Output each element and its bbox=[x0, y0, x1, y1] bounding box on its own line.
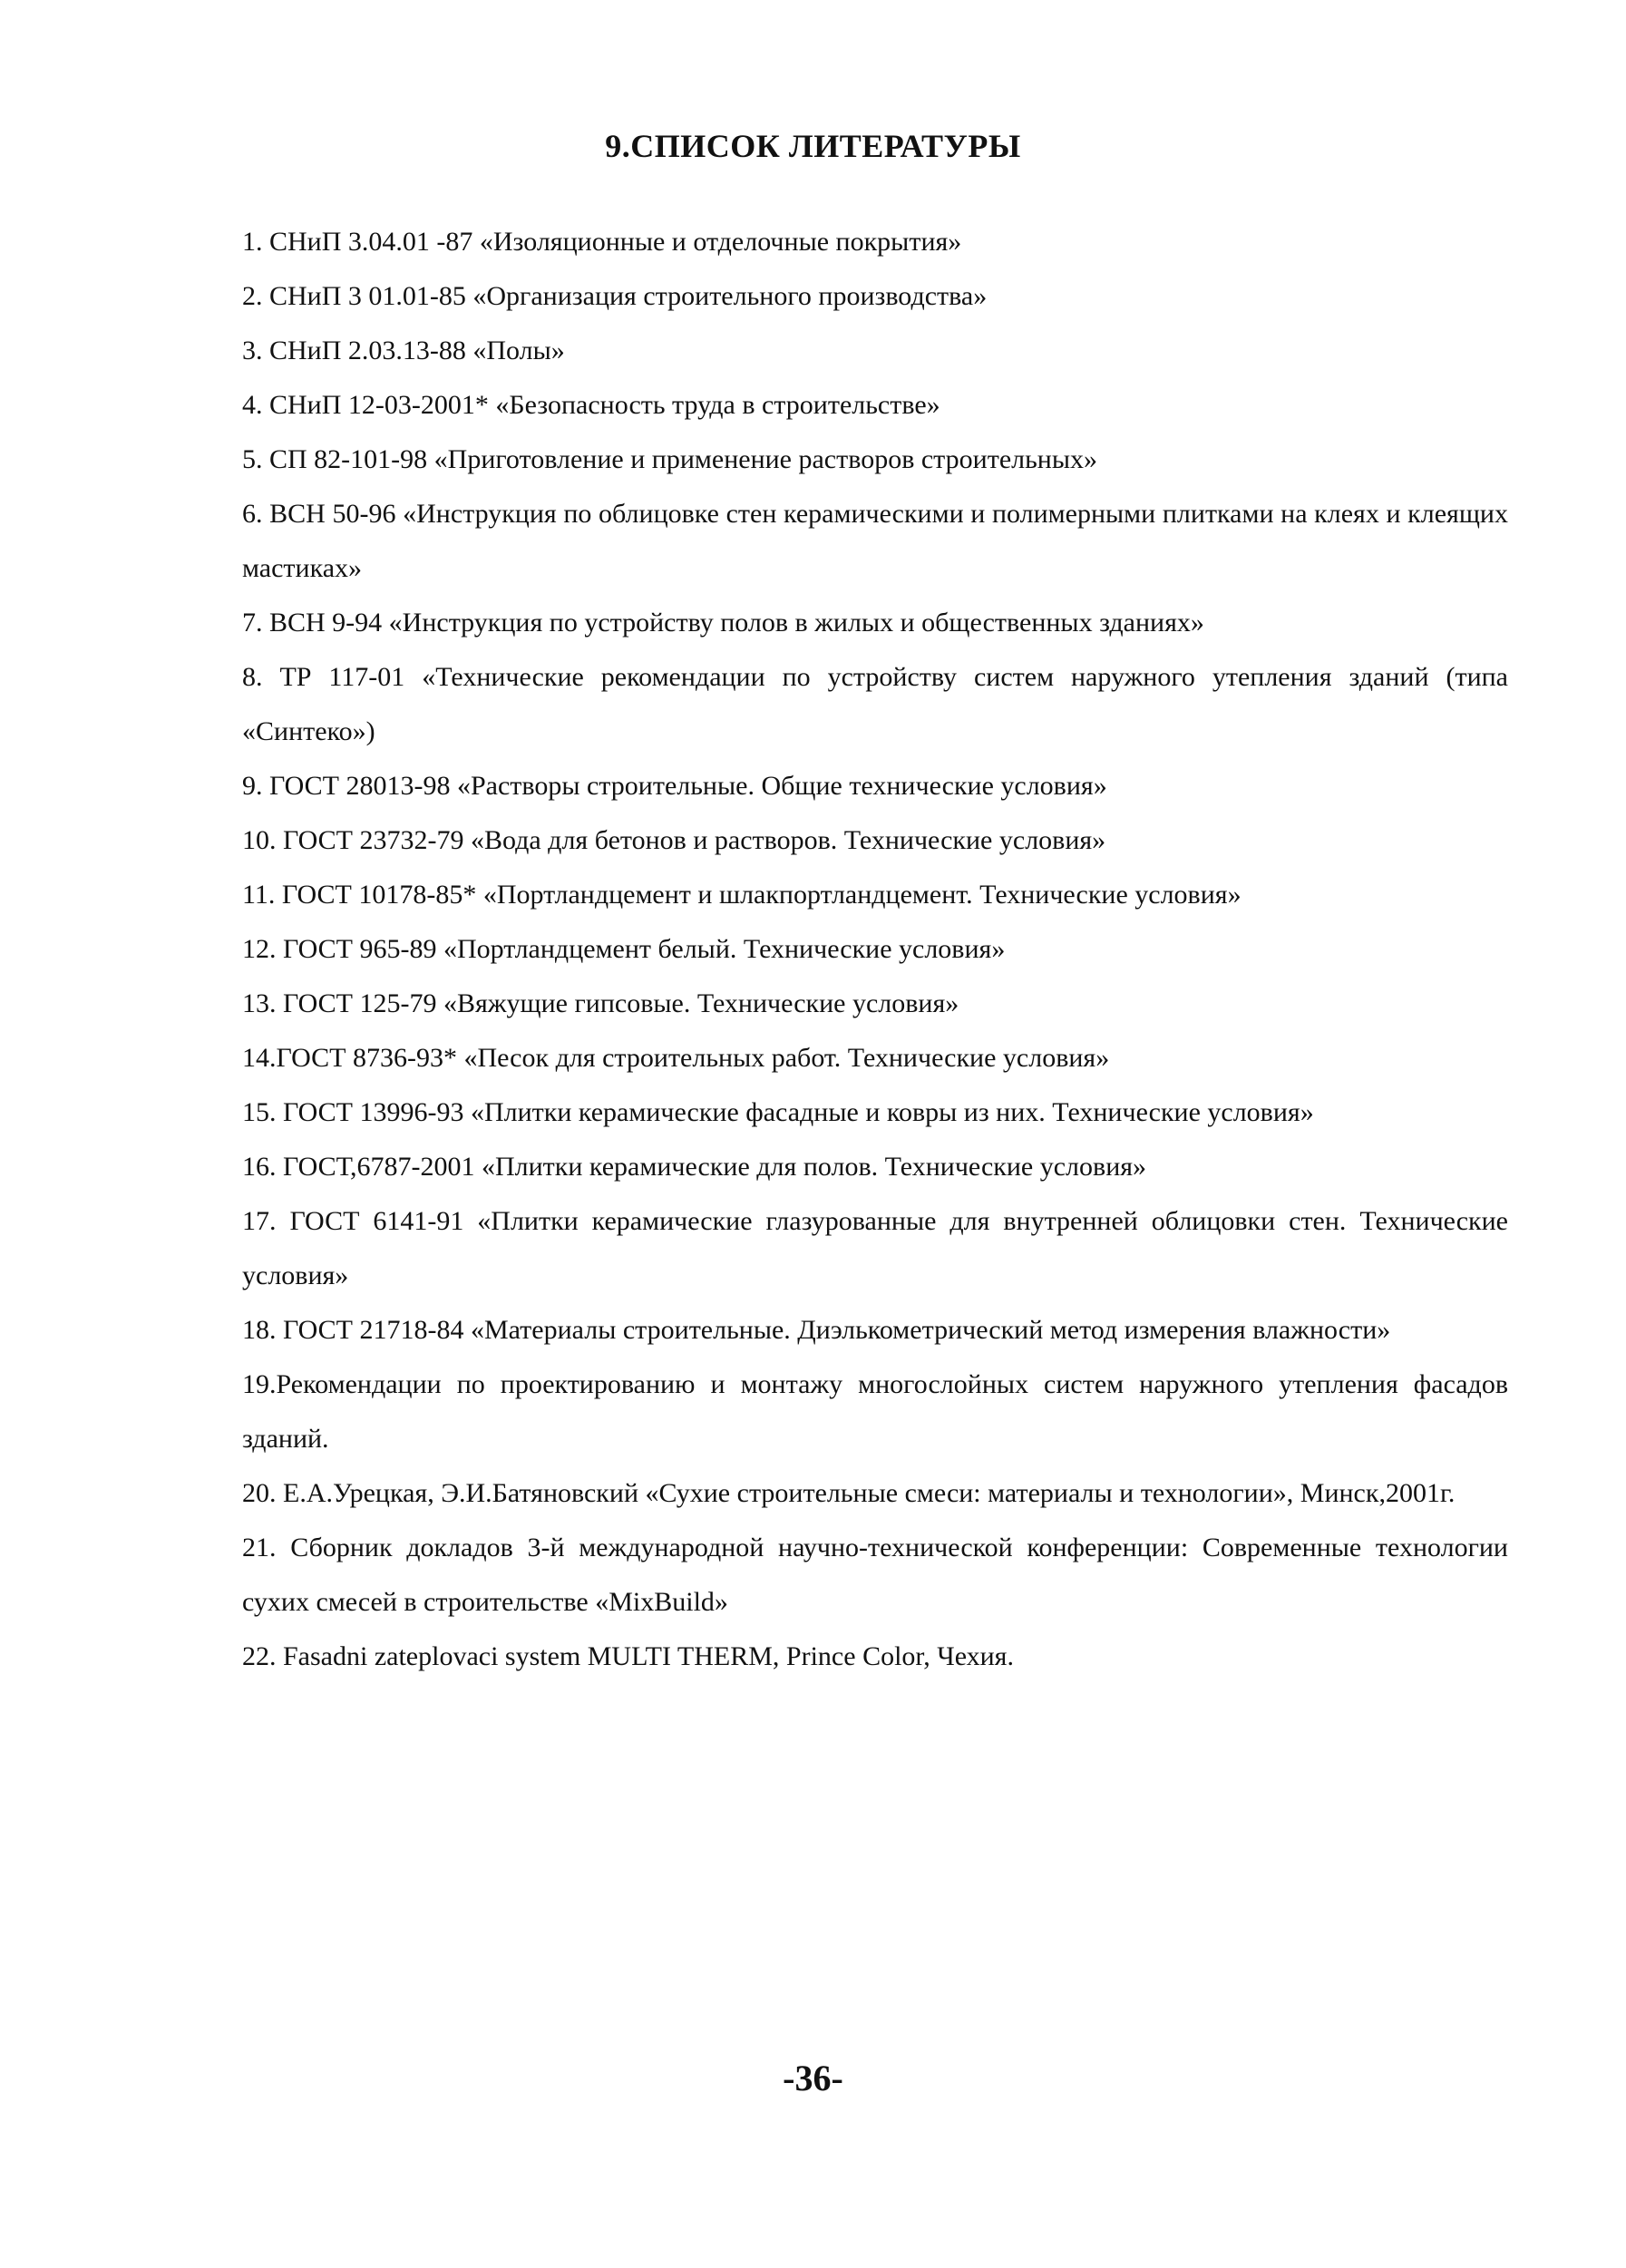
reference-item-9: 9. ГОСТ 28013-98 «Растворы строительные. Общие технические условия» bbox=[242, 771, 1107, 801]
reference-item-10: 10. ГОСТ 23732-79 «Вода для бетонов и растворов. Технические условия» bbox=[242, 825, 1106, 855]
reference-item-14: 14.ГОСТ 8736-93* «Песок для строительных работ. Технические условия» bbox=[242, 1043, 1110, 1073]
reference-item-12: 12. ГОСТ 965-89 «Портландцемент белый. Технические условия» bbox=[242, 934, 1006, 964]
page-number: -36- bbox=[783, 2058, 843, 2098]
reference-list bbox=[242, 215, 1508, 1684]
reference-item-2: 2. СНиП 3 01.01-85 «Организация строительного производства» bbox=[242, 281, 988, 311]
reference-item-19: 19.Рекомендации по проектированию и монтажу многослойных систем наружного утепления фасадов зданий. bbox=[242, 1369, 1508, 1454]
reference-item-5: 5. СП 82-101-98 «Приготовление и применение растворов строительных» bbox=[242, 444, 1097, 474]
reference-item-21: 21. Сборник докладов 3-й международной научно-технической конференции: Современные технологии сухих смесей в строительстве «MixBuild» bbox=[242, 1533, 1508, 1617]
reference-item-17: 17. ГОСТ 6141-91 «Плитки керамические глазурованные для внутренней облицовки стен. Технические условия» bbox=[242, 1206, 1508, 1290]
reference-item-6: 6. ВСН 50-96 «Инструкция по облицовке стен керамическими и полимерными плитками на клеях и клеящих мастиках» bbox=[242, 499, 1508, 583]
reference-item-4: 4. СНиП 12-03-2001* «Безопасность труда в строительстве» bbox=[242, 390, 940, 420]
reference-item-20: 20. Е.А.Урецкая, Э.И.Батяновский «Сухие строительные смеси: материалы и технологии», Минск,2001г. bbox=[242, 1478, 1456, 1508]
page-title: 9.СПИСОК ЛИТЕРАТУРЫ bbox=[605, 128, 1021, 164]
reference-item-11: 11. ГОСТ 10178-85* «Портландцемент и шлакпортландцемент. Технические условия» bbox=[242, 880, 1241, 910]
reference-item-3: 3. СНиП 2.03.13-88 «Полы» bbox=[242, 336, 565, 365]
reference-item-15: 15. ГОСТ 13996-93 «Плитки керамические фасадные и ковры из них. Технические условия» bbox=[242, 1097, 1314, 1127]
reference-item-7: 7. ВСН 9-94 «Инструкция по устройству полов в жилых и общественных зданиях» bbox=[242, 608, 1204, 638]
reference-item-22: 22. Fasadni zateplovaci system MULTI THERM, Prince Color, Чехия. bbox=[242, 1641, 1014, 1671]
reference-item-1: 1. СНиП 3.04.01 -87 «Изоляционные и отделочные покрытия» bbox=[242, 227, 962, 257]
reference-item-13: 13. ГОСТ 125-79 «Вяжущие гипсовые. Технические условия» bbox=[242, 988, 959, 1018]
reference-item-8: 8. ТР 117-01 «Технические рекомендации по устройству систем наружного утепления зданий (типа «Синтеко») bbox=[242, 662, 1508, 746]
reference-item-16: 16. ГОСТ,6787-2001 «Плитки керамические для полов. Технические условия» bbox=[242, 1152, 1147, 1182]
reference-item-18: 18. ГОСТ 21718-84 «Материалы строительные. Диэлькометрический метод измерения влажности» bbox=[242, 1315, 1391, 1345]
